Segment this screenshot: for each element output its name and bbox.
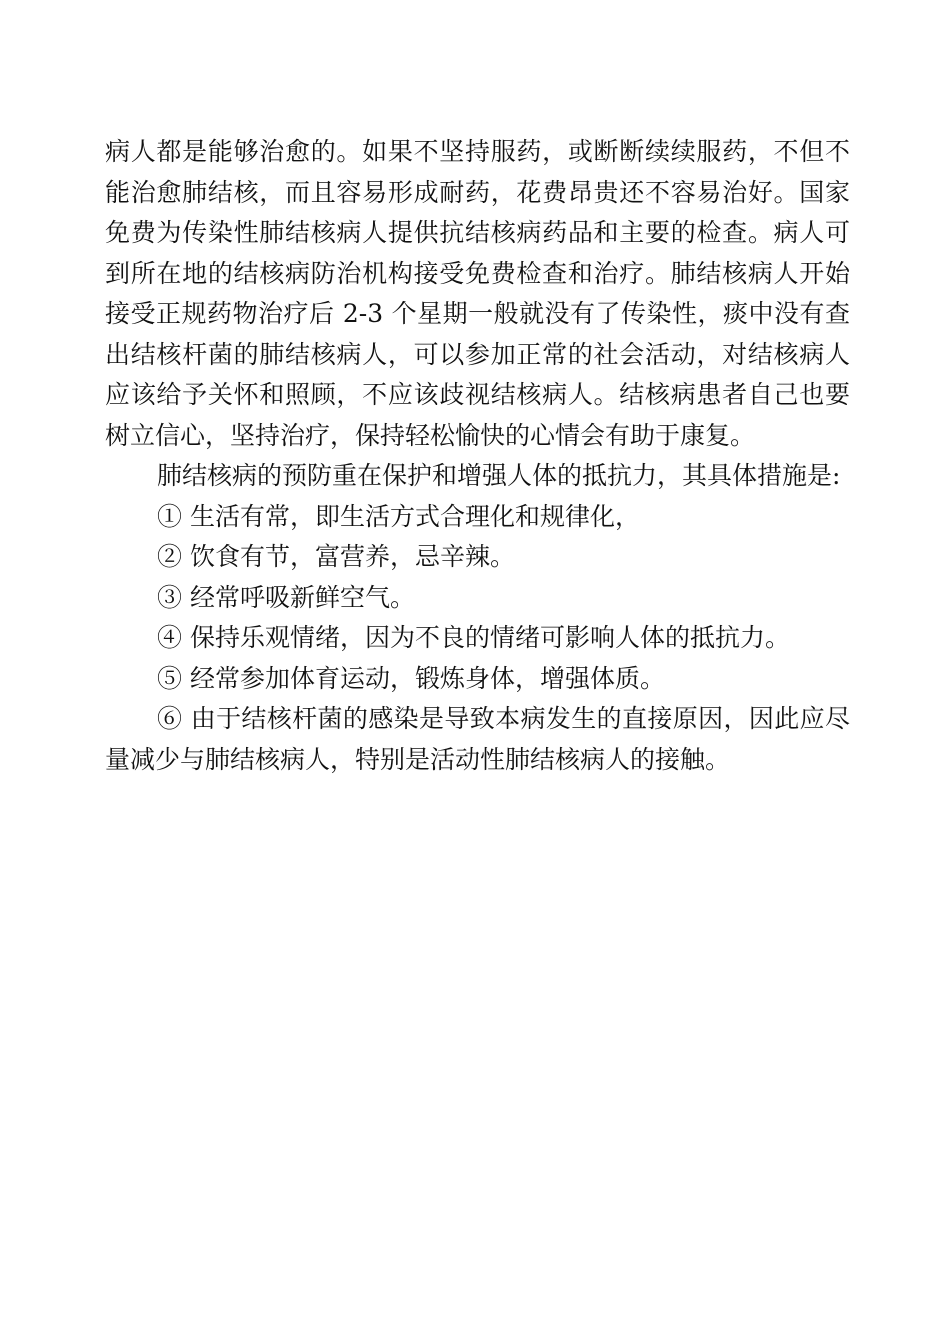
document-body bbox=[105, 132, 850, 780]
measure-item-2: ② 饮食有节，富营养，忌辛辣。 bbox=[157, 542, 515, 571]
measure-item-6: ⑥ 由于结核杆菌的感染是导致本病发生的直接原因，因此应尽量减少与肺结核病人，特别是活动性肺结核病人的接触。 bbox=[105, 704, 850, 774]
measure-item-3: ③ 经常呼吸新鲜空气。 bbox=[157, 582, 415, 612]
measure-item-5: ⑤ 经常参加体育运动，锻炼身体，增强体质。 bbox=[157, 663, 665, 693]
paragraph-prevention-intro: 肺结核病的预防重在保护和增强人体的抵抗力，其具体措施是: bbox=[157, 461, 841, 490]
prevention-measures-list bbox=[105, 497, 850, 781]
paragraph-treatment: 病人都是能够治愈的。如果不坚持服药，或断断续续服药，不但不能治愈肺结核，而且容易形成耐药，花费昂贵还不容易治好。国家免费为传染性肺结核病人提供抗结核病药品和主要的检查。病人可到所在地的结核病防治机构接受免费检查和治疗。肺结核病人开始接受正规药物治疗后 2-3 个星期一般就没有了传染性，痰中没有查出结核杆菌的肺结核病人，可以参加正常的社会活动，对结核病人应该给予关怀和照顾，不应该歧视结核病人。结核病患者自己也要树立信心，坚持治疗，保持轻松愉快的心情会有助于康复。 bbox=[105, 137, 850, 450]
measure-item-1: ① 生活有常，即生活方式合理化和规律化， bbox=[157, 501, 640, 531]
measure-item-4: ④ 保持乐观情绪，因为不良的情绪可影响人体的抵抗力。 bbox=[157, 623, 790, 652]
